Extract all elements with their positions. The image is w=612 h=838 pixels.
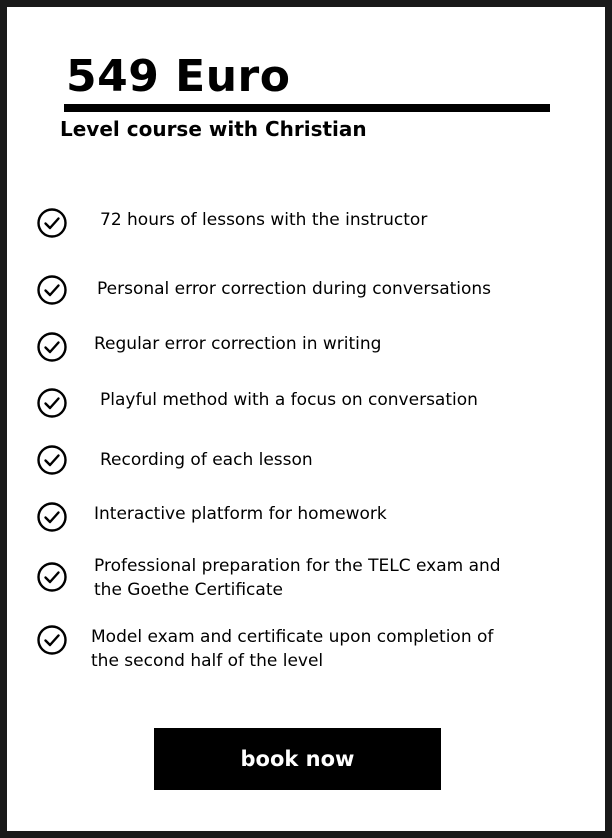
feature-item: Playful method with a focus on conversation: [100, 390, 478, 410]
check-circle-icon: [36, 444, 68, 476]
feature-item: Personal error correction during conversations: [97, 279, 492, 299]
feature-item: 72 hours of lessons with the instructor: [100, 210, 428, 230]
feature-item: [94, 554, 501, 602]
feature-item: Regular error correction in writing: [94, 334, 382, 354]
price-underline: [64, 104, 550, 112]
check-circle-icon: [36, 331, 68, 363]
check-circle-icon: [36, 274, 68, 306]
book-now-button[interactable]: book now: [154, 728, 441, 790]
price-heading: 549 Euro: [66, 51, 291, 102]
feature-item: [91, 625, 493, 673]
check-circle-icon: [36, 561, 68, 593]
feature-line: Model exam and certificate upon completion of: [91, 627, 494, 647]
check-circle-icon: [36, 207, 68, 239]
feature-item: Interactive platform for homework: [94, 504, 387, 524]
feature-line: the second half of the level: [91, 651, 324, 671]
feature-item: Recording of each lesson: [100, 450, 313, 470]
feature-line: Professional preparation for the TELC exam and: [94, 556, 501, 576]
course-subtitle: Level course with Christian: [60, 117, 367, 141]
check-circle-icon: [36, 624, 68, 656]
check-circle-icon: [36, 387, 68, 419]
check-circle-icon: [36, 501, 68, 533]
feature-line: the Goethe Certificate: [94, 580, 283, 600]
